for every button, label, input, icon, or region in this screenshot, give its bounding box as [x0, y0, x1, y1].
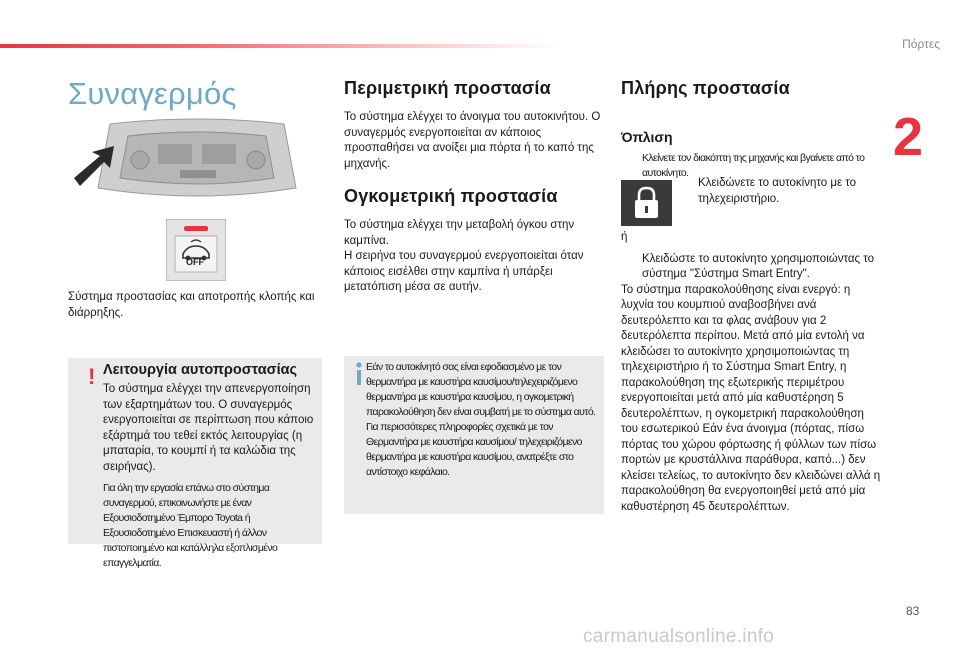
info-text: Εάν το αυτοκίνητό σας είναι εφοδιασμένο με τον θερμαντήρα με καυστήρα καυσίμου/τηλεχειριζόμενο θερμαντήρα με καυστήρα καυσίμου, η ογκομετρική παρακολούθηση δεν είναι συμβατή με το σύστημα αυτό. Για περισσότερες πληροφορίες σχετικά με τον Θερμαντήρα με καυστήρα καυσίμου/ τηλεχειριζόμενο θερμαντήρα με καυστήρα καυσίμου, ανατρέξτε στο αντίστοιχο κεφάλαιο. — [366, 361, 596, 478]
right-column — [621, 72, 881, 181]
middle-column — [344, 72, 604, 296]
header-accent-bar — [0, 44, 560, 48]
off-label: OFF — [186, 257, 204, 267]
info-icon — [354, 362, 364, 386]
perimeter-heading: Περιμετρική προστασία — [344, 78, 551, 98]
or-text: ή — [621, 231, 628, 243]
step-2 — [677, 176, 902, 207]
warning-box — [68, 358, 322, 569]
volumetric-heading: Ογκομετρική προστασία — [344, 186, 558, 206]
illustration-caption: Σύστημα προστασίας και αποτροπής κλοπής και διάρρηξης. — [68, 291, 315, 319]
left-column — [68, 72, 326, 112]
step-3 — [621, 252, 881, 283]
right-column-lower — [621, 230, 881, 515]
arming-subheading: Όπλιση — [621, 129, 673, 145]
step-3-text: Κλειδώστε το αυτοκίνητο χρησιμοποιώντας το σύστημα "Σύστημα Smart Entry". — [642, 252, 875, 280]
dashboard-illustration — [70, 118, 324, 206]
lock-button-icon — [621, 180, 672, 226]
volumetric-text-2: Η σειρήνα του συναγερμού ενεργοποιείται όταν κάποιος εισέλθει στην καμπίνα ή υπάρξει μετατόπιση μέσα σε αυτήν. — [344, 250, 584, 293]
warning-title: Λειτουργία αυτοπροστασίας — [103, 362, 298, 378]
monitoring-text: Το σύστημα παρακολούθησης είναι ενεργό: η λυχνία του κουμπιού αναβοσβήνει ανά δευτερόλεπτο και τα φλας ανάβουν για 2 δευτερόλεπτα περίπου. Μετά από μία εντολή να κλειδώσει το αυτοκίνητο χρησιμοποιώντας τη τηλεχειριστήριο ή το Σύστημα Smart Entry, η παρακολούθηση της εξωτερικής περιμέτρου ενεργοποιείται μετά από μία καθυστέρηση 5 δευτερολέπτων, η ογκομετρική παρακολούθηση του εσωτερικού Εάν ένα άνοιγμα (πόρτας, πίσω πόρτας του χώρου φόρτωσης ή φύλλων των πίσω πορτών με κρυστάλλινα παράθυρα, καπό...) δεν κλείσει τελείως, το αυτοκίνητο δεν κλειδώνει αλλά η παρακολούθηση θα ενεργοποιηθεί μετά από μία καθυστέρηση 45 δευτερολέπτων. — [621, 283, 881, 513]
perimeter-text: Το σύστημα ελέγχει το άνοιγμα του αυτοκινήτου. Ο συναγερμός ενεργοποιείται αν κάποιος προσπαθήσει να ανοίξει μια πόρτα ή το καπό της μηχανής. — [344, 111, 601, 170]
page-title: Συναγερμός — [68, 76, 237, 111]
warning-text: Το σύστημα ελέγχει την απενεργοποίηση των εξαρτημάτων του. Ο συναγερμός ενεργοποιείται σε περίπτωση που κάποιο εξάρτημά του τεθεί εκτός λειτουργίας (η μπαταρία, το κουμπί ή τα καλώδια της σειρήνας). — [103, 383, 314, 473]
page-number: 83 — [906, 604, 920, 618]
full-protection-heading: Πλήρης προστασία — [621, 78, 790, 98]
section-title: Πόρτες — [902, 37, 940, 51]
alarm-off-button-illustration — [166, 219, 226, 281]
warning-icon: ! — [88, 364, 96, 389]
info-box — [344, 356, 604, 514]
volumetric-text-1: Το σύστημα ελέγχει την μεταβολή όγκου στην καμπίνα. — [344, 219, 575, 247]
step-1-text: Κλείνετε τον διακόπτη της μηχανής και βγαίνετε από το αυτοκίνητο. — [642, 152, 865, 179]
alarm-off-icon — [167, 220, 225, 280]
chapter-number: 2 — [893, 107, 924, 167]
watermark: carmanualsonline.info — [583, 626, 775, 647]
padlock-icon — [621, 180, 672, 226]
warning-note: Για όλη την εργασία επάνω στο σύστημα συναγερμού, επικοινωνήστε με έναν Εξουσιοδοτημένο Έμπορο Toyota ή Εξουσιοδοτημένο Επισκευαστή ή άλλον πιστοποιημένο και κατάλληλα εξοπλισμένο επαγγελματία. — [103, 482, 278, 569]
step-2-text: Κλειδώνετε το αυτοκίνητο με το τηλεχειριστήριο. — [698, 177, 857, 205]
